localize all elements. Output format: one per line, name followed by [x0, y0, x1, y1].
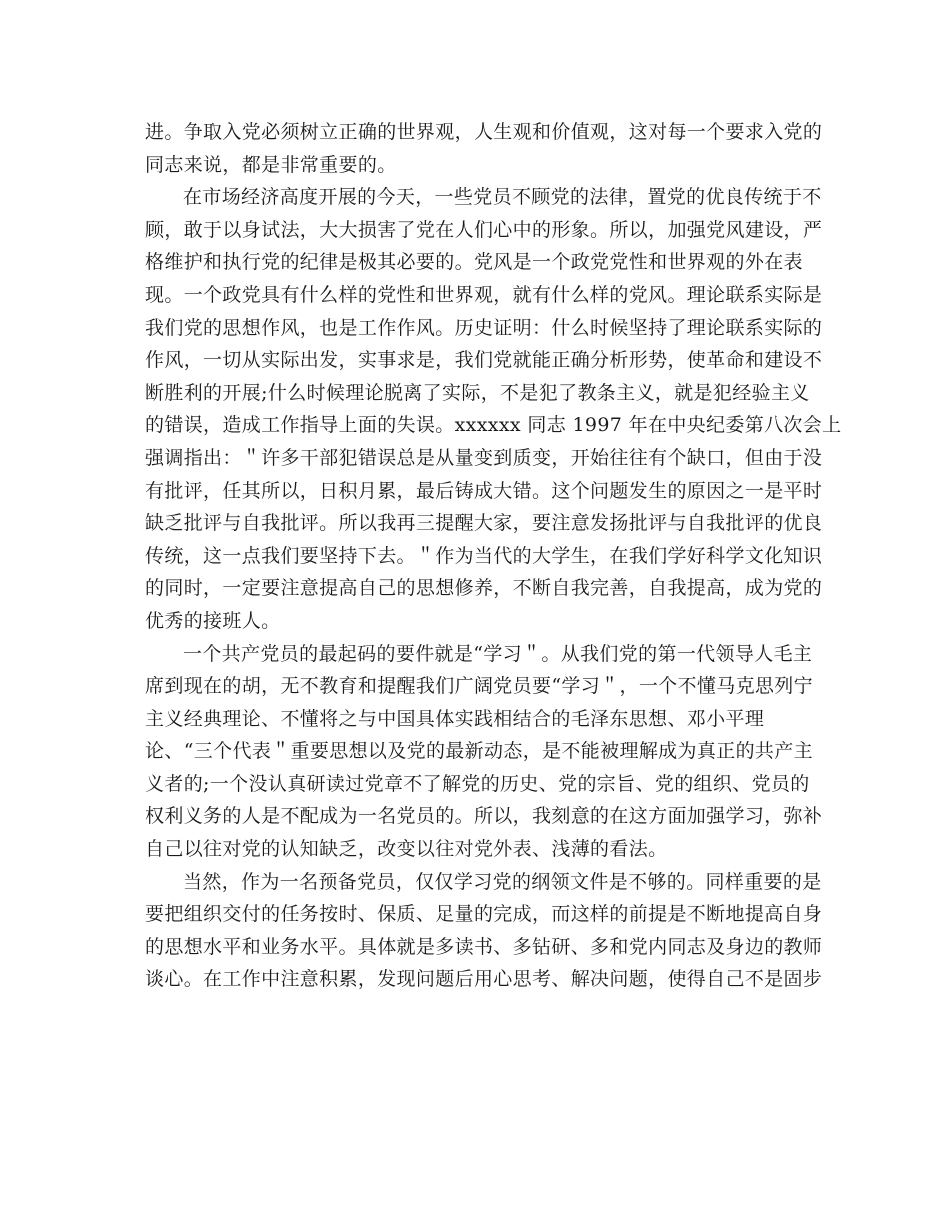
paragraph-4: [145, 866, 823, 996]
text-line: 优秀的接班人。: [145, 609, 281, 632]
text-line: 的同时，一定要注意提高自己的思想修养，不断自我完善，自我提高，成为党的: [145, 577, 823, 600]
text-line: 义者的;一个没认真研读过党章不了解党的历史、党的宗旨、党的组织、党员的: [145, 772, 810, 795]
text-line: 有批评，任其所以，日积月累，最后铸成大错。这个问题发生的原因之一是平时: [145, 479, 823, 502]
paragraph-2: [145, 181, 842, 637]
text-line: 缺乏批评与自我批评。所以我再三提醒大家，要注意发扬批评与自我批评的优良: [145, 512, 823, 535]
text-line: 席到现在的胡，无不教育和提醒我们广阔党员要“学习＂，一个不懂马克思列宁: [145, 675, 813, 698]
document-body: [145, 116, 842, 996]
text-line: 论、“三个代表＂重要思想以及党的最新动态，是不能被理解成为真正的共产主: [145, 740, 813, 763]
text-line: 权利义务的人是不配成为一名党员的。所以，我刻意的在这方面加强学习，弥补: [145, 805, 823, 828]
text-line: 顾，敢于以身试法，大大损害了党在人们心中的形象。所以，加强党风建设，严: [145, 218, 823, 241]
text-line: 断胜利的开展;什么时候理论脱离了实际，不是犯了教条主义，就是犯经验主义: [145, 381, 810, 404]
text-line: 现。一个政党具有什么样的党性和世界观，就有什么样的党风。理论联系实际是: [145, 283, 823, 306]
text-line: 在市场经济高度开展的今天，一些党员不顾党的法律，置党的优良传统于不: [183, 186, 822, 209]
paragraph-1: [145, 116, 823, 181]
text-line: 作风，一切从实际出发，实事求是，我们党就能正确分析形势，使革命和建设不: [145, 349, 823, 372]
text-line: 进。争取入党必须树立正确的世界观，人生观和价值观，这对每一个要求入党的: [145, 121, 823, 143]
text-line: 传统，这一点我们要坚持下去。＂作为当代的大学生，在我们学好科学文化知识: [145, 544, 823, 567]
text-line: 的思想水平和业务水平。具体就是多读书、多钻研、多和党内同志及身边的教师: [145, 935, 823, 958]
paragraph-3: [145, 638, 823, 866]
text-line: 要把组织交付的任务按时、保质、足量的完成，而这样的前提是不断地提高自身: [145, 903, 823, 926]
text-line: 一个共产党员的最起码的要件就是“学习＂。从我们党的第一代领导人毛主: [183, 642, 813, 665]
text-line: 同志来说，都是非常重要的。: [145, 153, 397, 176]
text-line: 主义经典理论、不懂将之与中国具体实践相结合的毛泽东思想、邓小平理: [145, 707, 765, 730]
text-line: 自己以往对党的认知缺乏，改变以往对党外表、浅薄的看法。: [145, 838, 668, 861]
text-line: 的错误，造成工作指导上面的失误。xxxxxx 同志 1997 年在中央纪委第八次会上: [145, 414, 842, 437]
text-line: 格维护和执行党的纪律是极其必要的。党风是一个政党党性和世界观的外在表: [145, 251, 803, 274]
text-line: 我们党的思想作风，也是工作作风。历史证明：什么时候坚持了理论联系实际的: [145, 316, 823, 339]
text-line: 当然，作为一名预备党员，仅仅学习党的纲领文件是不够的。同样重要的是: [183, 870, 822, 893]
text-line: 强调指出：＂许多干部犯错误总是从量变到质变，开始往往有个缺口，但由于没: [145, 446, 823, 469]
text-line: 谈心。在工作中注意积累，发现问题后用心思考、解决问题，使得自己不是固步: [145, 968, 823, 991]
